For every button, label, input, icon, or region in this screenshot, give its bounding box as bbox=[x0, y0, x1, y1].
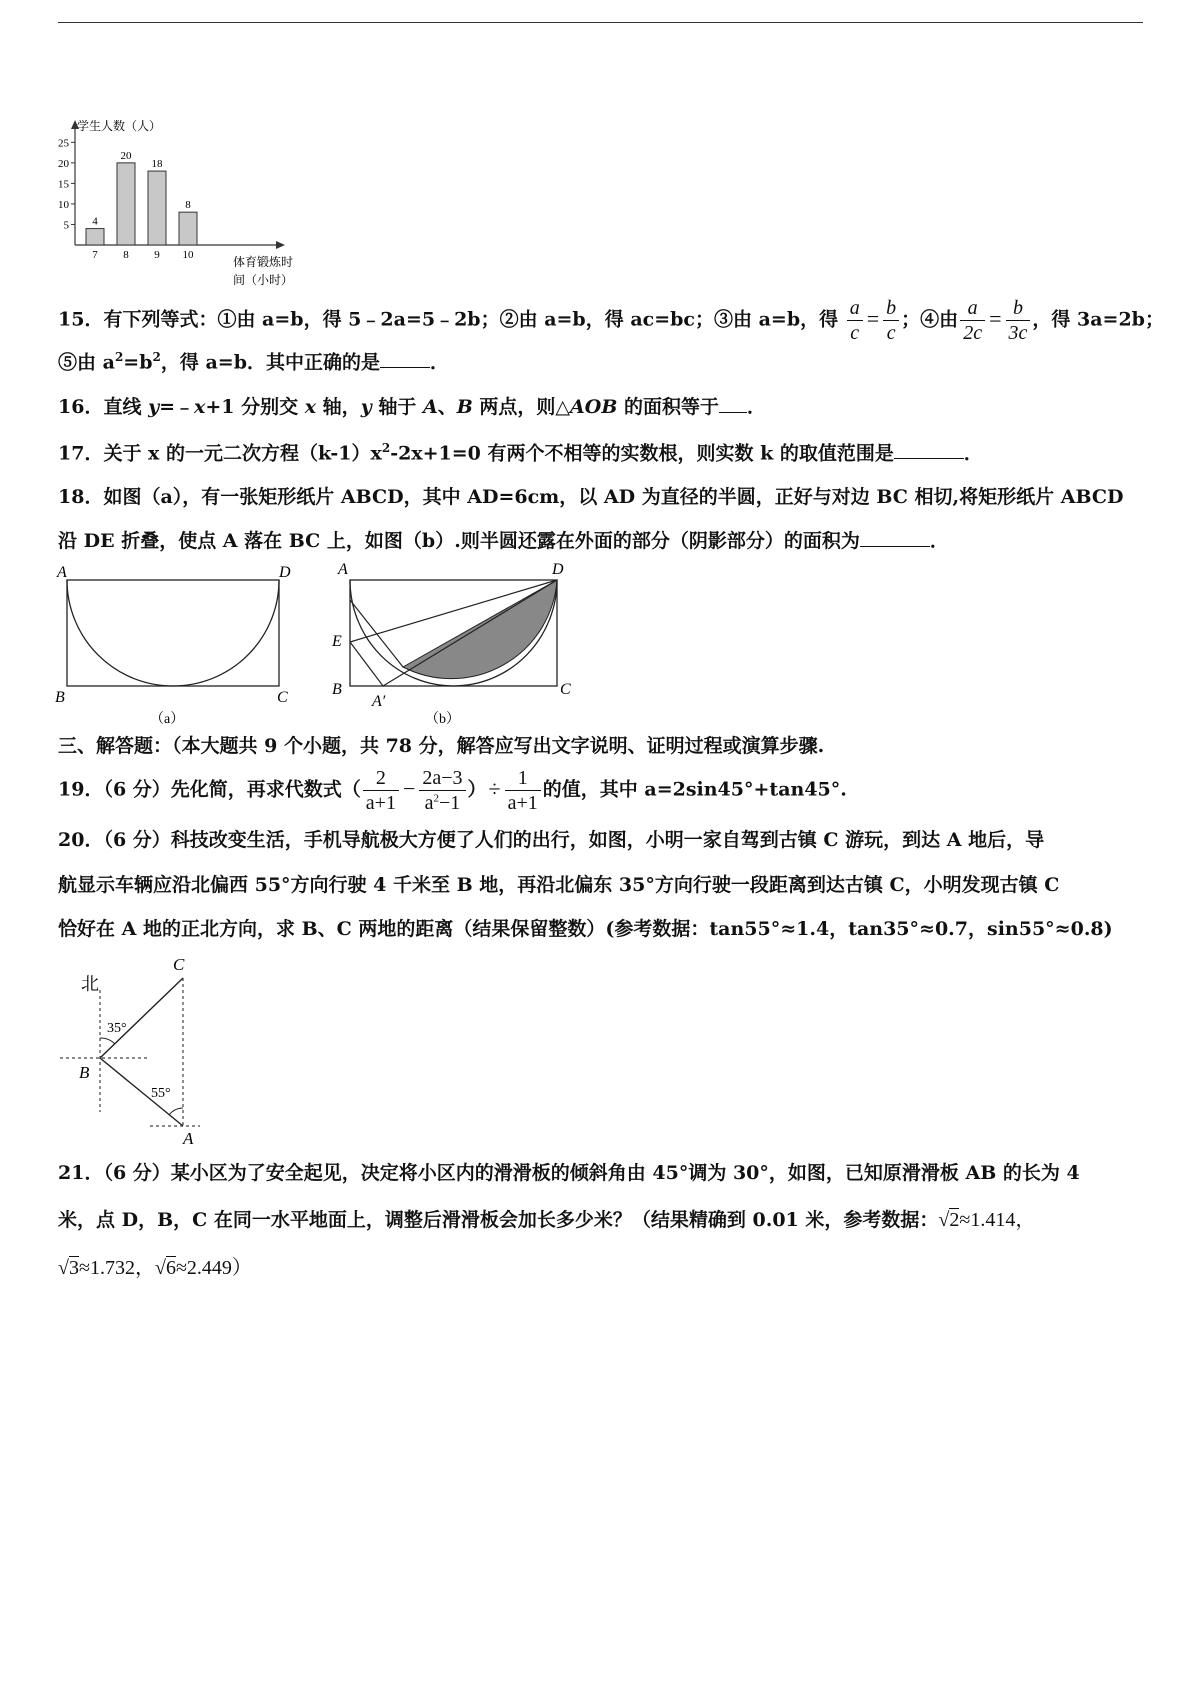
question-17: 17．关于 x 的一元二次方程$(k-1)x^2-2x+1=0$ 有两个不相等的实数根，则实数 k 的取值范围是 ． bbox=[58, 441, 983, 465]
x-axis-arrow bbox=[276, 241, 285, 249]
label-b: B bbox=[332, 681, 342, 698]
fraction-2-over-a-plus-1: $\frac{2}{a+1}$ bbox=[363, 766, 399, 815]
q15-text-3: ，得 3a=2b； bbox=[1032, 308, 1164, 331]
sqrt-6: √6 bbox=[154, 1257, 176, 1279]
folded-arc-edge bbox=[350, 600, 403, 667]
figure-20 bbox=[55, 950, 215, 1145]
q15-text-1: 15．有下列等式：①由 a=b，得 5﹣2a=5﹣2b；②由 a=b，得 ac=bc；③由 a=b，得 bbox=[58, 308, 839, 331]
question-18-line2: 沿 DE 折叠，使点 A 落在 BC 上，如图（b）.则半圆还露在外面的部分（阴影部分）的面积为 ． bbox=[58, 530, 949, 552]
label-a: A bbox=[338, 561, 348, 578]
answer-blank-16[interactable] bbox=[719, 412, 747, 413]
question-20-line3: 恰好在 A 地的正北方向，求 B、C 两地的距离（结果保留整数）(参考数据：tan55°≈1.4，tan35°≈0.7，sin55°≈0.8) bbox=[58, 918, 1113, 940]
segment-bc bbox=[100, 978, 183, 1058]
x-tick-label: 7 bbox=[92, 249, 98, 261]
question-21-line3: √3≈1.732，√6≈2.449） bbox=[58, 1257, 252, 1279]
sqrt-2: √2 bbox=[938, 1209, 960, 1231]
question-21-line1: 21．（6 分）某小区为了安全起见，决定将小区内的滑滑板的倾斜角由 45°调为 30°，如图，已知原滑滑板 AB 的长为 4 bbox=[58, 1162, 1080, 1184]
angle-55-label: 55° bbox=[151, 1086, 171, 1101]
angle-35-label: 35° bbox=[107, 1021, 127, 1036]
label-c: C bbox=[173, 955, 185, 974]
y-tick-label: 10 bbox=[58, 198, 69, 211]
answer-blank-18[interactable] bbox=[860, 546, 930, 547]
figure-18b bbox=[330, 560, 590, 730]
sqrt-3: √3 bbox=[58, 1257, 79, 1279]
segment-ea-prime bbox=[350, 642, 383, 686]
north-label: 北 bbox=[81, 974, 99, 994]
shaded-region bbox=[403, 580, 557, 679]
label-c: C bbox=[277, 689, 288, 706]
fraction-2a-minus-3: $\frac{2a-3}{a^2-1}$ bbox=[419, 766, 465, 815]
y-tick-label: 25 bbox=[58, 137, 69, 150]
bar-value-label: 20 bbox=[120, 149, 132, 162]
semicircle bbox=[67, 580, 279, 686]
label-a: A bbox=[183, 1129, 194, 1145]
label-a: A bbox=[57, 564, 67, 581]
fraction-a-over-2c: $\frac{a}{2c}$ bbox=[960, 296, 985, 345]
x-axis-label-line1: 体育锻炼时 bbox=[233, 255, 294, 269]
label-b: B bbox=[55, 689, 65, 706]
fraction-1-over-a-plus-1: $\frac{1}{a+1}$ bbox=[505, 766, 541, 815]
bar bbox=[117, 163, 135, 245]
label-d: D bbox=[279, 564, 291, 581]
fraction-a-over-c: $\frac{a}{c}$ bbox=[847, 296, 863, 345]
answer-blank-15[interactable] bbox=[380, 367, 430, 368]
bar bbox=[179, 212, 197, 245]
fraction-b-over-3c: $\frac{b}{3c}$ bbox=[1006, 296, 1031, 345]
caption-a: （a） bbox=[150, 712, 185, 727]
question-15-line2: ⑤由 $a^2=b^2$，得 a=b．其中正确的是 ． bbox=[58, 350, 450, 374]
x-axis-label-line2: 间（小时） bbox=[233, 273, 294, 287]
rectangle-abcd bbox=[67, 580, 279, 686]
y-tick-label: 20 bbox=[58, 157, 69, 170]
label-a-prime: A′ bbox=[372, 693, 386, 710]
q15-text-2: ；④由 bbox=[901, 308, 959, 331]
bar-value-label: 18 bbox=[151, 158, 163, 171]
x-tick-label: 8 bbox=[123, 249, 129, 261]
angle-arc-55 bbox=[169, 1108, 183, 1115]
bar bbox=[86, 229, 104, 245]
equals-sign: = bbox=[989, 305, 1002, 331]
x-tick-label: 10 bbox=[182, 249, 194, 261]
y-tick-label: 15 bbox=[58, 178, 69, 191]
header-rule bbox=[58, 22, 1143, 23]
question-15-line1 bbox=[58, 296, 1164, 345]
question-21-line2: 米，点 D，B，C 在同一水平地面上，调整后滑滑板会加长多少米？（结果精确到 0.01 米，参考数据：√2≈1.414， bbox=[58, 1209, 1036, 1231]
question-20-line1: 20．（6 分）科技改变生活，手机导航极大方便了人们的出行，如图，小明一家自驾到古镇 C 游玩，到达 A 地后，导 bbox=[58, 829, 1045, 851]
y-tick-label: 5 bbox=[63, 219, 69, 232]
caption-b: （b） bbox=[425, 712, 460, 727]
question-19: 19．（6 分）先化简，再求代数式（ $\frac{2}{a+1}$ − $\frac{2a-3}{a^2-1}$ ）÷ $\frac{1}{a+1}$ 的值，其中 a=2sin45°+tan45°. bbox=[58, 767, 847, 814]
section-3-header: 三、解答题：（本大题共 9 个小题，共 78 分，解答应写出文字说明、证明过程或演算步骤. bbox=[58, 735, 825, 757]
bar-value-label: 8 bbox=[185, 199, 191, 212]
x-tick-label: 9 bbox=[154, 249, 160, 261]
label-d: D bbox=[552, 561, 564, 578]
question-20-line2: 航显示车辆应沿北偏西 55°方向行驶 4 千米至 B 地，再沿北偏东 35°方向行驶一段距离到达古镇 C，小明发现古镇 C bbox=[58, 874, 1060, 896]
bar-chart bbox=[55, 120, 305, 300]
label-e: E bbox=[332, 633, 342, 650]
label-c: C bbox=[560, 681, 571, 698]
answer-blank-17[interactable] bbox=[894, 458, 964, 459]
bar bbox=[148, 171, 166, 245]
fraction-b-over-c: $\frac{b}{c}$ bbox=[883, 296, 899, 345]
y-axis-label: 学生人数（人） bbox=[77, 120, 162, 133]
figure-18a bbox=[55, 560, 305, 730]
angle-arc-35 bbox=[100, 1038, 115, 1044]
question-18-line1: 18．如图（a），有一张矩形纸片 ABCD，其中 AD=6cm，以 AD 为直径的半圆，正好与对边 BC 相切,将矩形纸片 ABCD bbox=[58, 486, 1124, 508]
equals-sign: = bbox=[866, 305, 880, 331]
bar-value-label: 4 bbox=[92, 215, 98, 228]
label-b: B bbox=[79, 1063, 90, 1082]
question-16: 16．直线 y=﹣x+1 分别交 x 轴，y 轴于 A、B 两点，则△AOB 的面积等于 ． bbox=[58, 396, 767, 418]
